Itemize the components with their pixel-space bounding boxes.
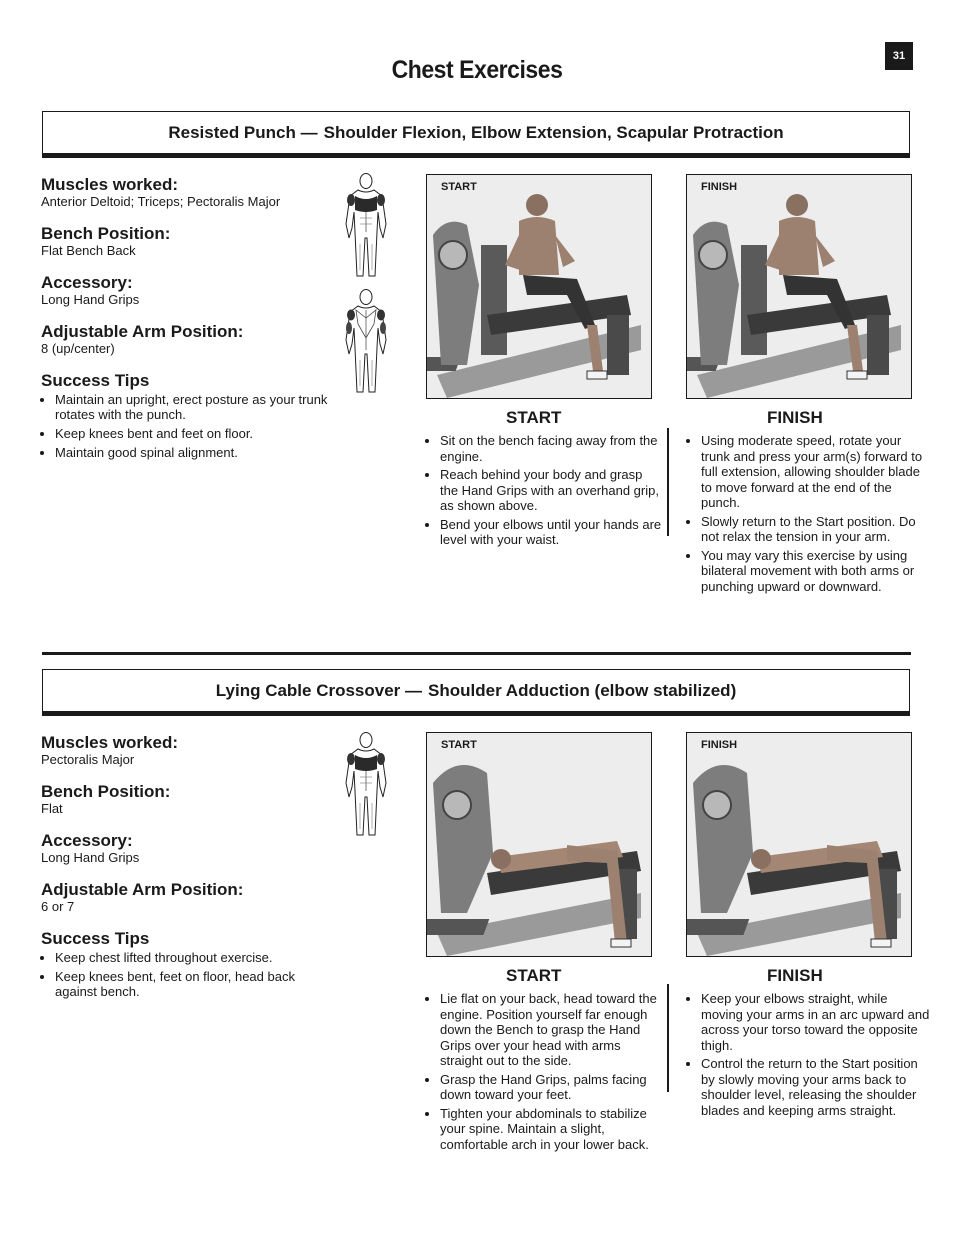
- tip-item: • Keep knees bent and feet on floor.: [55, 426, 331, 441]
- photo-tag-start: START: [441, 181, 477, 193]
- exercise-title-box: [42, 111, 910, 158]
- finish-steps-list: [687, 433, 931, 597]
- column-divider: [667, 428, 669, 536]
- start-photo-image: [427, 733, 651, 956]
- success-tips-label: Success Tips: [41, 371, 150, 390]
- bench-value: Flat: [41, 801, 63, 816]
- bench-label: Bench Position:: [41, 224, 171, 243]
- success-tips-list: [41, 392, 331, 460]
- start-steps-list: [426, 433, 664, 551]
- accessory-value: Long Hand Grips: [41, 292, 140, 307]
- start-photo: [426, 174, 652, 399]
- tip-item: • Maintain an upright, erect posture as your trunk rotates with the punch.: [55, 392, 331, 422]
- accessory-label: Accessory:: [41, 273, 133, 292]
- finish-photo: [686, 174, 912, 399]
- start-photo-image: [427, 175, 651, 398]
- finish-heading: FINISH: [767, 408, 823, 427]
- exercise-name: Lying Cable Crossover —: [215, 680, 423, 700]
- finish-photo-image: [687, 733, 911, 956]
- start-steps-list: [426, 991, 664, 1155]
- success-tips-list: [41, 950, 331, 999]
- anatomy-front-figure: [336, 172, 396, 282]
- muscles-label: Muscles worked:: [41, 733, 178, 752]
- arm-position-label: Adjustable Arm Position:: [41, 322, 244, 341]
- exercise-info: [41, 733, 331, 1003]
- start-step: • Lie flat on your back, head toward the engine. Position yourself far enough down the Bench to grasp the Hand Grips over your head with arms straight out to the side.: [440, 991, 664, 1069]
- start-heading: START: [506, 408, 562, 427]
- start-step: • Reach behind your body and grasp the Hand Grips with an overhand grip, as shown above.: [440, 467, 664, 514]
- finish-step: • You may vary this exercise by using bilateral movement with both arms or punching upward or downward.: [701, 548, 931, 595]
- start-photo: [426, 732, 652, 957]
- finish-step: • Control the return to the Start position by slowly moving your arms back to shoulder level, releasing the shoulder blades and keeping arms straight.: [701, 1056, 931, 1118]
- page-title: Chest Exercises: [391, 56, 563, 84]
- arm-position-label: Adjustable Arm Position:: [41, 880, 244, 899]
- accessory-value: Long Hand Grips: [41, 850, 140, 865]
- photo-tag-start: START: [441, 739, 477, 751]
- finish-photo-image: [687, 175, 911, 398]
- exercise-subtitle: Shoulder Flexion, Elbow Extension, Scapular Protraction: [323, 122, 784, 142]
- finish-step: • Using moderate speed, rotate your trunk and press your arm(s) forward to full extension, allowing shoulder blade to move forward at the end of the punch.: [701, 433, 931, 511]
- arm-position-value: 6 or 7: [41, 899, 75, 914]
- start-step: • Grasp the Hand Grips, palms facing down toward your feet.: [440, 1072, 664, 1103]
- bench-value: Flat Bench Back: [41, 243, 136, 258]
- exercise-name: Resisted Punch —: [168, 122, 318, 142]
- start-step: • Bend your elbows until your hands are level with your waist.: [440, 517, 664, 548]
- finish-steps-list: [687, 991, 931, 1121]
- photo-tag-finish: FINISH: [701, 181, 738, 193]
- anatomy-back-figure: [336, 288, 396, 398]
- exercise-title-box: [42, 669, 910, 716]
- start-heading: START: [506, 966, 562, 985]
- start-step: • Sit on the bench facing away from the engine.: [440, 433, 664, 464]
- anatomy-front-figure: [336, 731, 396, 841]
- column-divider: [667, 984, 669, 1092]
- tip-item: • Maintain good spinal alignment.: [55, 445, 331, 460]
- start-step: • Tighten your abdominals to stabilize your spine. Maintain a slight, comfortable arch in your lower back.: [440, 1106, 664, 1153]
- accessory-label: Accessory:: [41, 831, 133, 850]
- tip-item: • Keep knees bent, feet on floor, head back against bench.: [55, 969, 331, 999]
- finish-heading: FINISH: [767, 966, 823, 985]
- muscles-value: Anterior Deltoid; Triceps; Pectoralis Major: [41, 194, 281, 209]
- exercise-subtitle: Shoulder Adduction (elbow stabilized): [428, 680, 737, 700]
- muscles-value: Pectoralis Major: [41, 752, 135, 767]
- muscles-label: Muscles worked:: [41, 175, 178, 194]
- photo-tag-finish: FINISH: [701, 739, 738, 751]
- finish-step: • Keep your elbows straight, while moving your arms in an arc upward and across your torso toward the opposite thigh.: [701, 991, 931, 1053]
- success-tips-label: Success Tips: [41, 929, 150, 948]
- section-divider: [42, 652, 911, 655]
- bench-label: Bench Position:: [41, 782, 171, 801]
- finish-step: • Slowly return to the Start position. Do not relax the tension in your arm.: [701, 514, 931, 545]
- arm-position-value: 8 (up/center): [41, 341, 115, 356]
- finish-photo: [686, 732, 912, 957]
- page-number: 31: [885, 42, 913, 70]
- exercise-info: [41, 175, 331, 464]
- tip-item: • Keep chest lifted throughout exercise.: [55, 950, 331, 965]
